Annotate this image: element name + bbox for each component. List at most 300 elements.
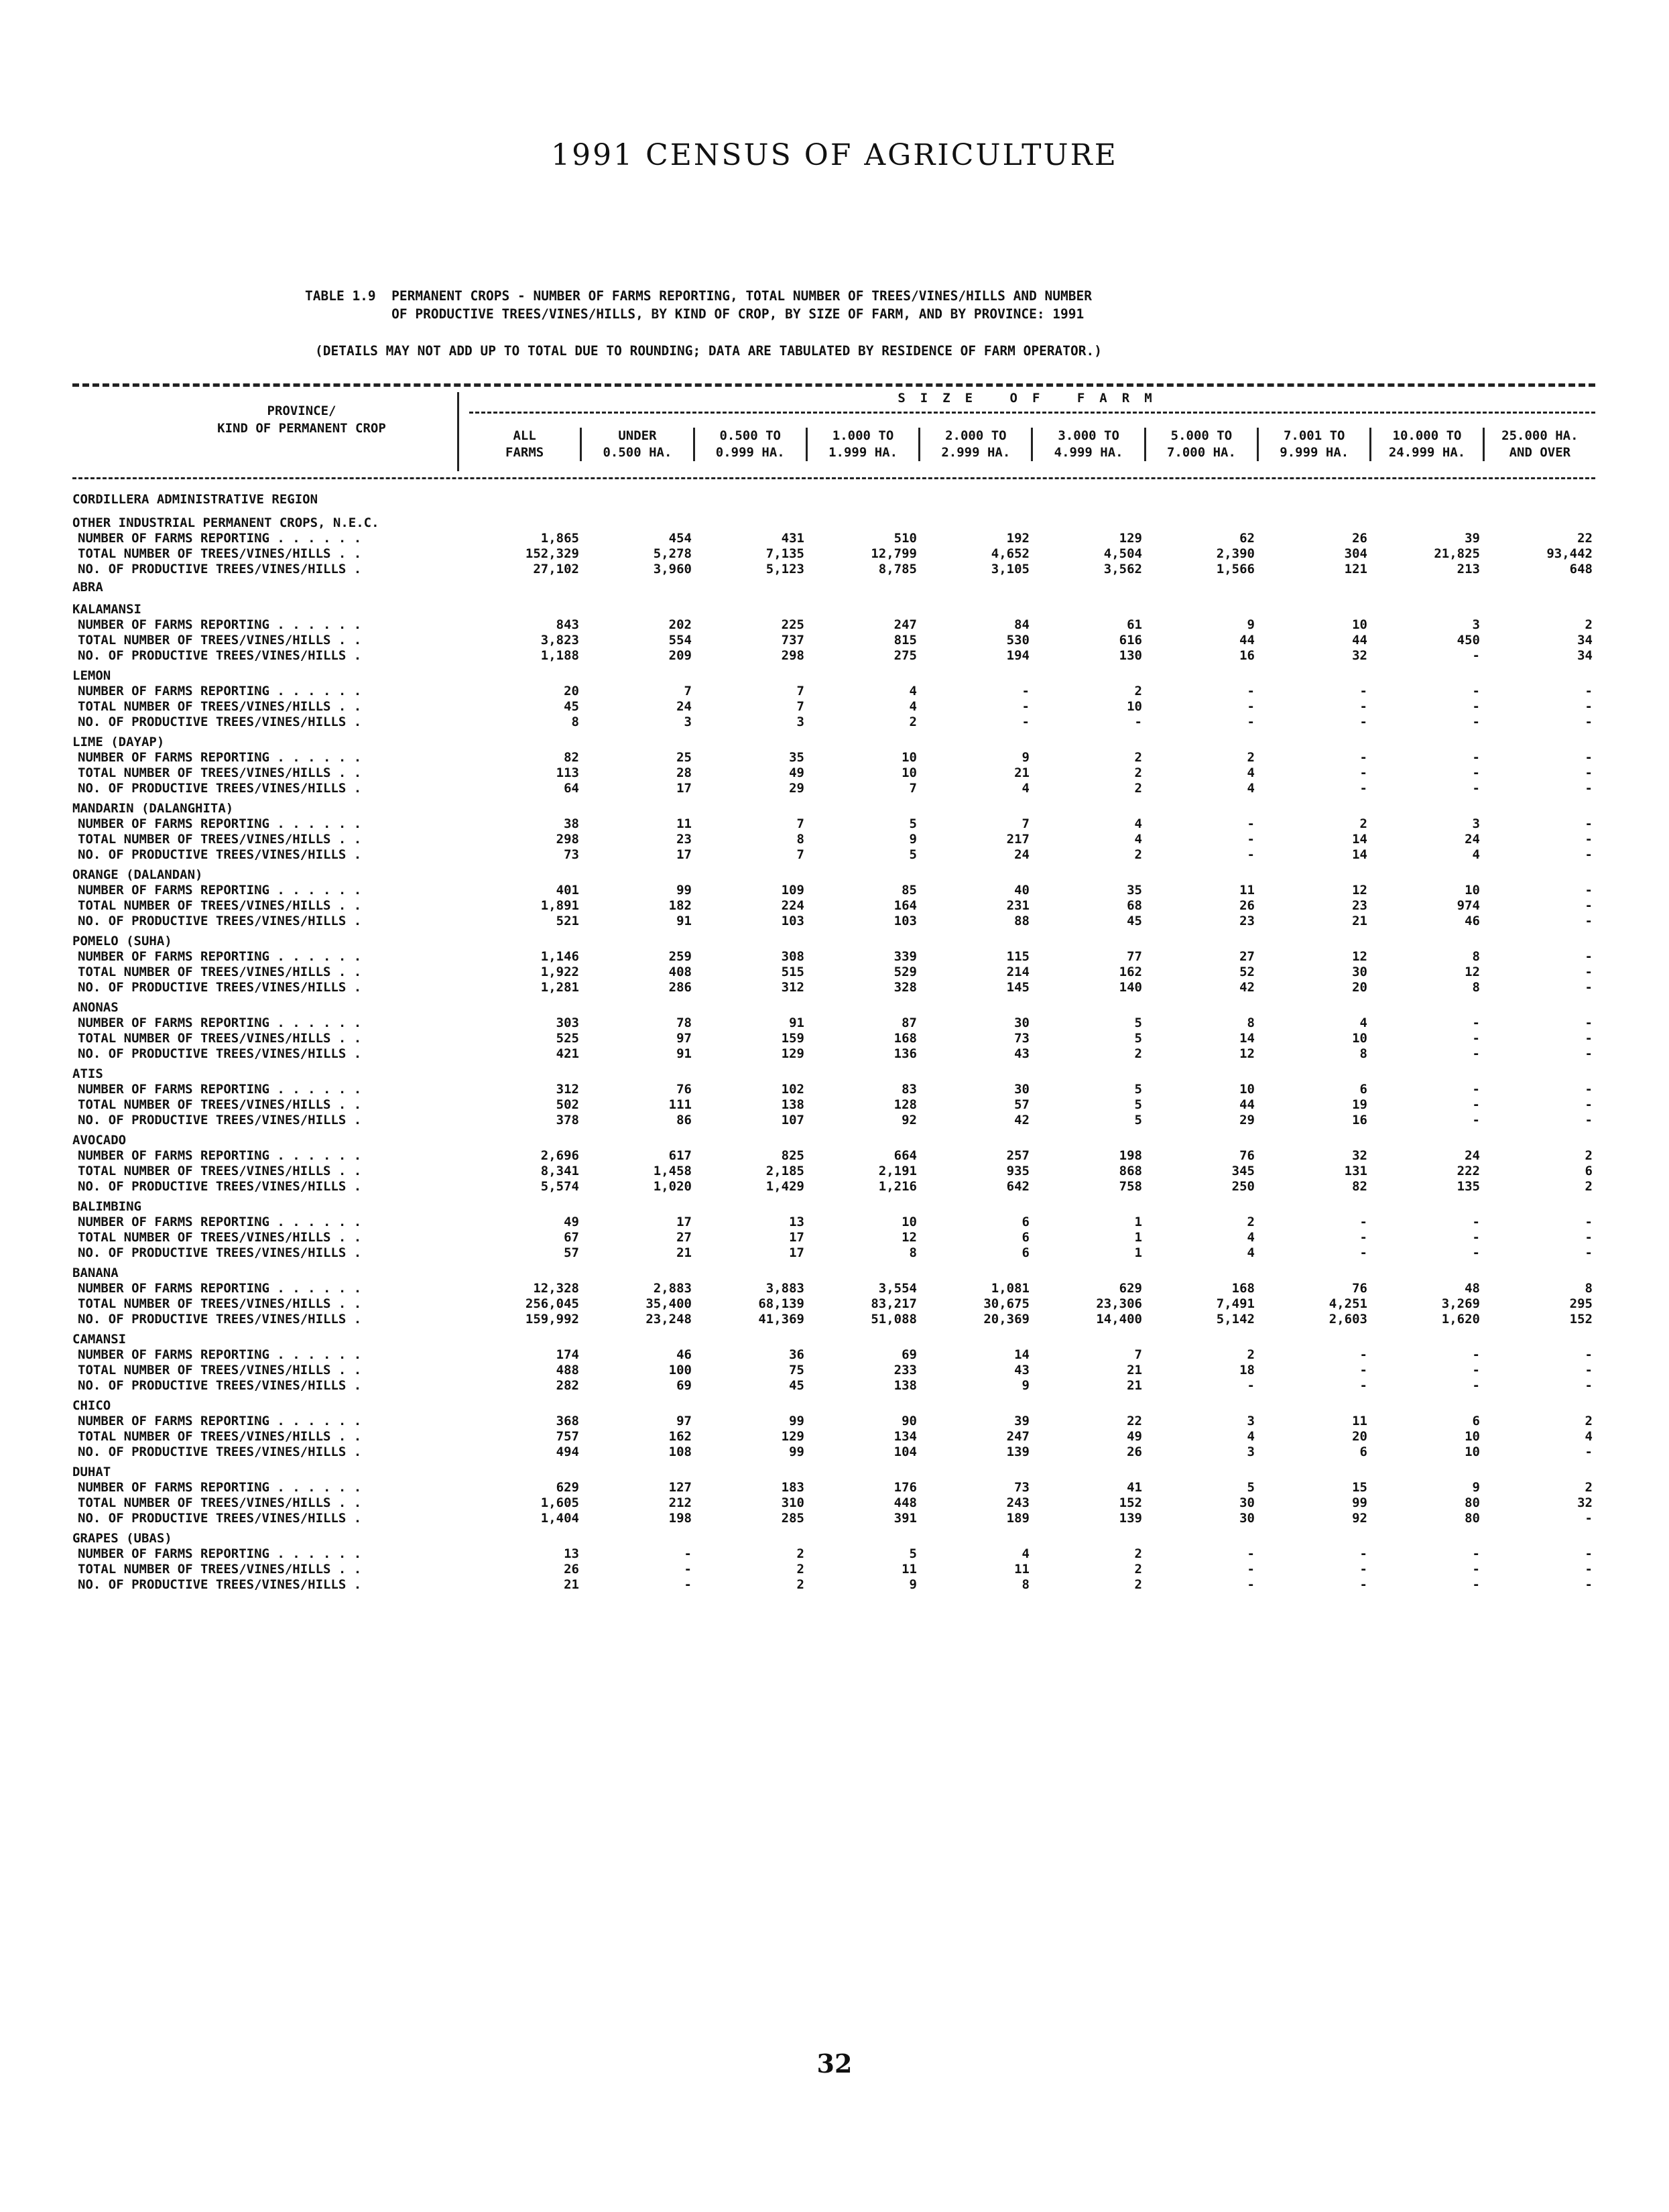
row-label: TOTAL NUMBER OF TREES/VINES/HILLS . .: [78, 546, 362, 561]
cell-value: 17: [676, 781, 692, 796]
cell-value: 257: [1006, 1148, 1030, 1163]
row-label: NUMBER OF FARMS REPORTING . . . . . .: [78, 750, 362, 765]
cell-value: -: [1585, 715, 1593, 729]
cell-value: 91: [789, 1016, 804, 1030]
crop-name: BANANA: [72, 1266, 119, 1280]
table-row: [72, 1495, 1595, 1511]
cell-value: 27: [1239, 949, 1255, 964]
cell-value: 84: [1014, 617, 1030, 632]
cell-value: 11: [1352, 1414, 1367, 1428]
table-row: [72, 1429, 1595, 1445]
cell-value: 42: [1014, 1113, 1030, 1127]
column-header-2: [693, 428, 806, 461]
province-header-line2: KIND OF PERMANENT CROP: [217, 421, 386, 436]
cell-value: -: [1247, 1378, 1255, 1393]
crop-name: ANONAS: [72, 1000, 119, 1015]
cell-value: 43: [1014, 1363, 1030, 1377]
row-label: NO. OF PRODUCTIVE TREES/VINES/HILLS .: [78, 1113, 362, 1127]
cell-value: -: [1022, 715, 1030, 729]
top-rule: [72, 383, 1595, 387]
row-label: TOTAL NUMBER OF TREES/VINES/HILLS . .: [78, 1495, 362, 1510]
cell-value: -: [684, 1546, 692, 1561]
cell-value: 113: [556, 765, 579, 780]
cell-value: 107: [781, 1113, 804, 1127]
cell-value: 99: [1352, 1495, 1367, 1510]
row-label: NUMBER OF FARMS REPORTING . . . . . .: [78, 816, 362, 831]
crop-block: [72, 800, 1595, 863]
cell-value: -: [1022, 699, 1030, 714]
cell-value: 8: [1247, 1016, 1255, 1030]
cell-value: -: [1585, 898, 1593, 913]
cell-value: 10: [1465, 1445, 1480, 1459]
column-header-line1: 25.000 HA.: [1501, 428, 1579, 443]
cell-value: 128: [893, 1097, 917, 1112]
cell-value: -: [1585, 816, 1593, 831]
cell-value: 368: [556, 1414, 579, 1428]
cell-value: 24: [1465, 1148, 1480, 1163]
cell-value: -: [1585, 1031, 1593, 1046]
table-row: [72, 531, 1595, 546]
table-row: [72, 949, 1595, 965]
column-header-line2: 4.999 HA.: [1054, 445, 1123, 460]
table-row: [72, 1546, 1595, 1562]
cell-value: 1,566: [1216, 562, 1255, 576]
cell-value: -: [1585, 1245, 1593, 1260]
cell-value: 5: [909, 1546, 917, 1561]
cell-value: 6: [1585, 1164, 1593, 1178]
table-row: [72, 562, 1595, 577]
crop-name: CAMANSI: [72, 1332, 127, 1347]
cell-value: 3: [796, 715, 804, 729]
cell-value: 103: [893, 914, 917, 928]
row-label: NO. OF PRODUCTIVE TREES/VINES/HILLS .: [78, 847, 362, 862]
cell-value: 32: [1577, 1495, 1593, 1510]
crop-block: [72, 999, 1595, 1062]
cell-value: 1,620: [1441, 1312, 1480, 1327]
row-label: NUMBER OF FARMS REPORTING . . . . . .: [78, 949, 362, 964]
cell-value: 616: [1119, 633, 1142, 648]
row-label: NO. OF PRODUCTIVE TREES/VINES/HILLS .: [78, 1046, 362, 1061]
cell-value: -: [1472, 1215, 1480, 1229]
cell-value: 7: [796, 847, 804, 862]
cell-value: -: [1359, 699, 1367, 714]
cell-value: 12,799: [871, 546, 917, 561]
cell-value: 7,135: [765, 546, 804, 561]
row-label: TOTAL NUMBER OF TREES/VINES/HILLS . .: [78, 1363, 362, 1377]
cell-value: 282: [556, 1378, 579, 1393]
cell-value: 57: [1014, 1097, 1030, 1112]
column-header-line1: 1.000 TO: [832, 428, 894, 443]
cell-value: 304: [1344, 546, 1367, 561]
cell-value: -: [1585, 699, 1593, 714]
column-header-3: [806, 428, 918, 461]
cell-value: 6: [1022, 1230, 1030, 1245]
table-row: [72, 980, 1595, 995]
table-row: [72, 1230, 1595, 1245]
crop-name: OTHER INDUSTRIAL PERMANENT CROPS, N.E.C.: [72, 515, 379, 530]
cell-value: 11: [1239, 883, 1255, 898]
cell-value: -: [684, 1562, 692, 1577]
cell-value: -: [1472, 1113, 1480, 1127]
column-header-line2: AND OVER: [1509, 445, 1571, 460]
page-number: 32: [816, 2048, 853, 2079]
cell-value: 2,696: [540, 1148, 579, 1163]
cell-value: 35: [1127, 883, 1142, 898]
cell-value: 152: [1119, 1495, 1142, 1510]
cell-value: -: [1472, 1230, 1480, 1245]
cell-value: -: [1359, 1245, 1367, 1260]
column-header-line1: ALL: [513, 428, 536, 443]
cell-value: 189: [1006, 1511, 1030, 1526]
cell-value: 17: [676, 1215, 692, 1229]
cell-value: 111: [668, 1097, 692, 1112]
cell-value: 1,605: [540, 1495, 579, 1510]
cell-value: 1,404: [540, 1511, 579, 1526]
cell-value: 7: [796, 684, 804, 698]
cell-value: 45: [789, 1378, 804, 1393]
cell-value: -: [1134, 715, 1142, 729]
cell-value: 3: [1472, 617, 1480, 632]
cell-value: -: [1472, 781, 1480, 796]
cell-value: 159,992: [525, 1312, 579, 1327]
cell-value: 4: [1472, 847, 1480, 862]
cell-value: 1: [1134, 1230, 1142, 1245]
cell-value: 23,306: [1096, 1296, 1142, 1311]
cell-value: 2: [1247, 1215, 1255, 1229]
cell-value: 7: [796, 816, 804, 831]
cell-value: 295: [1569, 1296, 1593, 1311]
cell-value: 13: [789, 1215, 804, 1229]
cell-value: 49: [564, 1215, 579, 1229]
cell-value: 10: [1127, 699, 1142, 714]
cell-value: -: [1585, 1230, 1593, 1245]
row-label: TOTAL NUMBER OF TREES/VINES/HILLS . .: [78, 1296, 362, 1311]
cell-value: 3: [1472, 816, 1480, 831]
crop-name: LIME (DAYAP): [72, 735, 165, 749]
cell-value: 2: [1134, 1562, 1142, 1577]
cell-value: 82: [564, 750, 579, 765]
cell-value: 73: [564, 847, 579, 862]
row-label: NUMBER OF FARMS REPORTING . . . . . .: [78, 1082, 362, 1097]
cell-value: 139: [1119, 1511, 1142, 1526]
table-row: [72, 1148, 1595, 1164]
table-row: [72, 1016, 1595, 1031]
cell-value: 225: [781, 617, 804, 632]
cell-value: -: [1472, 715, 1480, 729]
crop-name: DUHAT: [72, 1465, 111, 1479]
row-label: NUMBER OF FARMS REPORTING . . . . . .: [78, 531, 362, 546]
cell-value: 4: [1247, 1245, 1255, 1260]
cell-value: 127: [668, 1480, 692, 1495]
cell-value: 21: [1014, 765, 1030, 780]
cell-value: 4: [1022, 781, 1030, 796]
table-note: (DETAILS MAY NOT ADD UP TO TOTAL DUE TO ROUNDING; DATA ARE TABULATED BY RESIDENCE OF FARM OPERATOR.): [315, 343, 1102, 359]
cell-value: 90: [902, 1414, 917, 1428]
cell-value: 24: [1465, 832, 1480, 847]
cell-value: 285: [781, 1511, 804, 1526]
cell-value: -: [1472, 1546, 1480, 1561]
cell-value: 6: [1359, 1082, 1367, 1097]
cell-value: 13: [564, 1546, 579, 1561]
cell-value: 23: [676, 832, 692, 847]
cell-value: 4: [1247, 1429, 1255, 1444]
cell-value: 3,823: [540, 633, 579, 648]
cell-value: 21: [564, 1577, 579, 1592]
crop-block: [72, 734, 1595, 796]
cell-value: 17: [676, 847, 692, 862]
cell-value: 737: [781, 633, 804, 648]
cell-value: -: [1585, 1046, 1593, 1061]
cell-value: 1,146: [540, 949, 579, 964]
cell-value: -: [1472, 1562, 1480, 1577]
cell-value: 4: [1134, 816, 1142, 831]
table-row: [72, 1414, 1595, 1429]
crop-block: [72, 1066, 1595, 1128]
cell-value: 49: [789, 765, 804, 780]
cell-value: 41: [1127, 1480, 1142, 1495]
crop-block: [72, 668, 1595, 730]
cell-value: 134: [893, 1429, 917, 1444]
cell-value: 5: [1247, 1480, 1255, 1495]
cell-value: 4: [1247, 765, 1255, 780]
column-header-line2: FARMS: [505, 445, 544, 460]
cell-value: -: [1359, 781, 1367, 796]
cell-value: -: [1585, 949, 1593, 964]
cell-value: 757: [556, 1429, 579, 1444]
cell-value: 391: [893, 1511, 917, 1526]
cell-value: 7: [1022, 816, 1030, 831]
cell-value: 502: [556, 1097, 579, 1112]
cell-value: 21: [1127, 1378, 1142, 1393]
row-label: NO. OF PRODUCTIVE TREES/VINES/HILLS .: [78, 1577, 362, 1592]
cell-value: 515: [781, 965, 804, 979]
cell-value: 23: [1239, 914, 1255, 928]
column-header-line2: 7.000 HA.: [1166, 445, 1236, 460]
cell-value: 36: [789, 1347, 804, 1362]
cell-value: 758: [1119, 1179, 1142, 1194]
cell-value: -: [1247, 847, 1255, 862]
cell-value: 5: [1134, 1113, 1142, 1127]
cell-value: 49: [1127, 1429, 1142, 1444]
cell-value: 136: [893, 1046, 917, 1061]
cell-value: -: [1585, 1445, 1593, 1459]
row-label: NO. OF PRODUCTIVE TREES/VINES/HILLS .: [78, 1445, 362, 1459]
cell-value: 30,675: [983, 1296, 1030, 1311]
cell-value: 10: [1465, 1429, 1480, 1444]
cell-value: 2: [1247, 750, 1255, 765]
cell-value: -: [1247, 1562, 1255, 1577]
cell-value: 45: [1127, 914, 1142, 928]
cell-value: 10: [1465, 883, 1480, 898]
cell-value: 529: [893, 965, 917, 979]
cell-value: 92: [902, 1113, 917, 1127]
cell-value: 629: [1119, 1281, 1142, 1296]
cell-value: 525: [556, 1031, 579, 1046]
cell-value: 1,429: [765, 1179, 804, 1194]
cell-value: -: [1472, 765, 1480, 780]
cell-value: 87: [902, 1016, 917, 1030]
table-row: [72, 1046, 1595, 1062]
cell-value: 9: [1472, 1480, 1480, 1495]
cell-value: 935: [1006, 1164, 1030, 1178]
cell-value: 431: [781, 531, 804, 546]
table-row: [72, 965, 1595, 980]
cell-value: 2: [1585, 1414, 1593, 1428]
cell-value: 11: [902, 1562, 917, 1577]
cell-value: 4: [909, 699, 917, 714]
cell-value: 825: [781, 1148, 804, 1163]
cell-value: 8: [1359, 1046, 1367, 1061]
table-row: [72, 1215, 1595, 1230]
cell-value: 42: [1239, 980, 1255, 995]
cell-value: -: [1359, 1378, 1367, 1393]
row-label: TOTAL NUMBER OF TREES/VINES/HILLS . .: [78, 1429, 362, 1444]
table-row: [72, 648, 1595, 664]
cell-value: 67: [564, 1230, 579, 1245]
cell-value: -: [684, 1577, 692, 1592]
cell-value: 198: [1119, 1148, 1142, 1163]
cell-value: 21: [676, 1245, 692, 1260]
cell-value: 104: [893, 1445, 917, 1459]
cell-value: 91: [676, 914, 692, 928]
cell-value: 38: [564, 816, 579, 831]
province-name: ABRA: [72, 580, 103, 595]
column-header-8: [1369, 428, 1482, 461]
cell-value: 310: [781, 1495, 804, 1510]
cell-value: 642: [1006, 1179, 1030, 1194]
cell-value: -: [1247, 1546, 1255, 1561]
cell-value: -: [1585, 765, 1593, 780]
cell-value: 135: [1457, 1179, 1480, 1194]
table-body: [72, 487, 1595, 1593]
cell-value: 554: [668, 633, 692, 648]
cell-value: -: [1472, 1016, 1480, 1030]
cell-value: 2: [796, 1577, 804, 1592]
cell-value: 88: [1014, 914, 1030, 928]
row-label: NUMBER OF FARMS REPORTING . . . . . .: [78, 1281, 362, 1296]
cell-value: 7,491: [1216, 1296, 1255, 1311]
cell-value: 5: [1134, 1082, 1142, 1097]
table-row: [72, 1245, 1595, 1261]
cell-value: 8: [1472, 949, 1480, 964]
cell-value: -: [1585, 980, 1593, 995]
cell-value: 76: [676, 1082, 692, 1097]
row-label: NUMBER OF FARMS REPORTING . . . . . .: [78, 1347, 362, 1362]
cell-value: 308: [781, 949, 804, 964]
cell-value: 1,891: [540, 898, 579, 913]
cell-value: 6: [1022, 1215, 1030, 1229]
table-row: [72, 1577, 1595, 1593]
cell-value: -: [1585, 914, 1593, 928]
cell-value: 401: [556, 883, 579, 898]
cell-value: 82: [1352, 1179, 1367, 1194]
cell-value: 198: [668, 1511, 692, 1526]
cell-value: 7: [909, 781, 917, 796]
cell-value: 91: [676, 1046, 692, 1061]
table-row: [72, 546, 1595, 562]
cell-value: 46: [676, 1347, 692, 1362]
region-crops: [72, 515, 1595, 577]
cell-value: 131: [1344, 1164, 1367, 1178]
cell-value: 27: [676, 1230, 692, 1245]
cell-value: 2,390: [1216, 546, 1255, 561]
cell-value: 339: [893, 949, 917, 964]
cell-value: 78: [676, 1016, 692, 1030]
cell-value: -: [1585, 750, 1593, 765]
cell-value: -: [1472, 1378, 1480, 1393]
column-header-line2: 24.999 HA.: [1388, 445, 1466, 460]
crop-name: MANDARIN (DALANGHITA): [72, 801, 234, 816]
crop-block: [72, 933, 1595, 995]
cell-value: -: [1585, 1378, 1593, 1393]
cell-value: -: [1359, 715, 1367, 729]
cell-value: -: [1585, 883, 1593, 898]
row-label: NO. OF PRODUCTIVE TREES/VINES/HILLS .: [78, 914, 362, 928]
cell-value: -: [1472, 1031, 1480, 1046]
cell-value: 8,341: [540, 1164, 579, 1178]
cell-value: 10: [1352, 617, 1367, 632]
row-label: NUMBER OF FARMS REPORTING . . . . . .: [78, 1148, 362, 1163]
column-header-7: [1257, 428, 1369, 461]
row-label: NO. OF PRODUCTIVE TREES/VINES/HILLS .: [78, 1179, 362, 1194]
cell-value: 64: [564, 781, 579, 796]
crop-name: ORANGE (DALANDAN): [72, 867, 203, 882]
cell-value: 247: [893, 617, 917, 632]
cell-value: 17: [789, 1245, 804, 1260]
cell-value: 21: [1127, 1363, 1142, 1377]
cell-value: 99: [676, 883, 692, 898]
cell-value: 1: [1134, 1245, 1142, 1260]
cell-value: 138: [893, 1378, 917, 1393]
cell-value: 46: [1465, 914, 1480, 928]
cell-value: 44: [1239, 633, 1255, 648]
cell-value: 3,554: [878, 1281, 917, 1296]
cell-value: 4,652: [991, 546, 1030, 561]
cell-value: 2: [1585, 1148, 1593, 1163]
cell-value: 2: [1585, 1480, 1593, 1495]
cell-value: 8: [909, 1245, 917, 1260]
cell-value: 217: [1006, 832, 1030, 847]
table-row: [72, 1363, 1595, 1378]
cell-value: -: [1585, 1347, 1593, 1362]
cell-value: 76: [1239, 1148, 1255, 1163]
crop-name: ATIS: [72, 1066, 103, 1081]
cell-value: 530: [1006, 633, 1030, 648]
row-label: NO. OF PRODUCTIVE TREES/VINES/HILLS .: [78, 562, 362, 576]
cell-value: 1,281: [540, 980, 579, 995]
crop-block: [72, 1398, 1595, 1460]
cell-value: 12,328: [533, 1281, 579, 1296]
cell-value: 168: [893, 1031, 917, 1046]
cell-value: 24: [676, 699, 692, 714]
cell-value: 378: [556, 1113, 579, 1127]
table-row: [72, 816, 1595, 832]
cell-value: 192: [1006, 531, 1030, 546]
column-header-line2: 0.500 HA.: [603, 445, 672, 460]
row-label: NUMBER OF FARMS REPORTING . . . . . .: [78, 1215, 362, 1229]
crop-name: BALIMBING: [72, 1199, 141, 1214]
cell-value: 129: [781, 1046, 804, 1061]
header-divider: [457, 392, 459, 471]
cell-value: 2: [1134, 750, 1142, 765]
cell-value: 12: [1239, 1046, 1255, 1061]
cell-value: -: [1585, 1363, 1593, 1377]
cell-value: 1: [1134, 1215, 1142, 1229]
table-caption: [305, 287, 1092, 323]
crop-block: [72, 601, 1595, 664]
cell-value: 202: [668, 617, 692, 632]
table-row: [72, 1347, 1595, 1363]
